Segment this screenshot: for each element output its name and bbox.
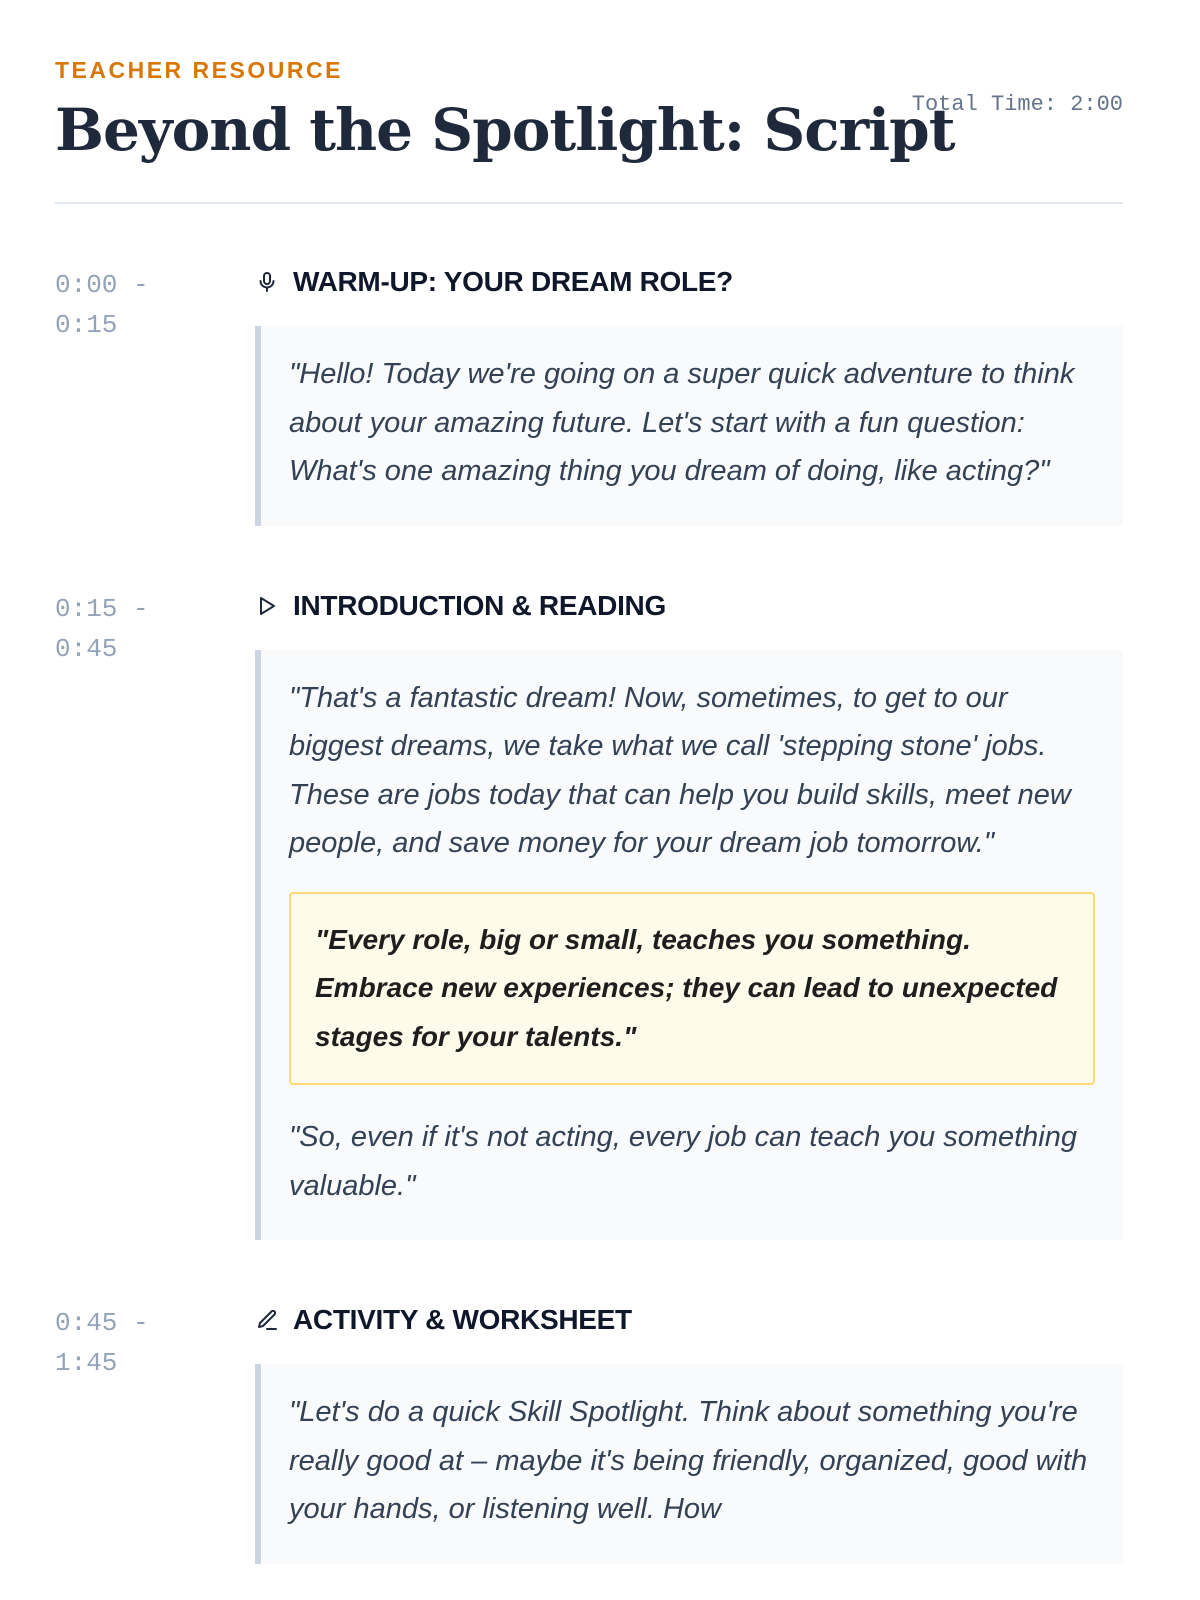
script-text-after: "So, even if it's not acting, every job can teach you something valuable."	[289, 1121, 1077, 1202]
section-content	[255, 1300, 1123, 1564]
time-end: 1:45	[55, 1348, 118, 1378]
script-text: "That's a fantastic dream! Now, sometimes, to get to our biggest dreams, we take what we call 'stepping stone' jobs. These are jobs today that can help you build skills, meet new people, and save money for your dream job tomorrow."	[289, 681, 1071, 859]
section-warm-up	[55, 262, 1123, 526]
play-icon	[255, 594, 279, 618]
script-box	[255, 326, 1123, 526]
section-activity	[55, 1300, 1123, 1564]
section-content	[255, 586, 1123, 1241]
time-range	[55, 586, 255, 1241]
time-start: 0:15 -	[55, 593, 149, 624]
time-end: 0:15	[55, 310, 118, 340]
time-range	[55, 1300, 255, 1564]
time-start: 0:45 -	[55, 1308, 149, 1338]
section-title: INTRODUCTION & READING	[293, 589, 666, 621]
time-start: 0:00 -	[55, 270, 149, 300]
script-box	[255, 1364, 1123, 1564]
page-header	[55, 0, 1123, 204]
resource-label: TEACHER RESOURCE	[55, 57, 343, 83]
section-introduction	[55, 586, 1123, 1241]
time-range	[55, 262, 255, 526]
quote-text: "Every role, big or small, teaches you something. Embrace new experiences; they can lead to unexpected stages for your talents."	[315, 923, 1058, 1052]
section-heading	[255, 262, 1123, 302]
section-content	[255, 262, 1123, 526]
total-time: Total Time: 2:00	[911, 92, 1123, 117]
quote-callout	[289, 892, 1095, 1086]
script-box	[255, 650, 1123, 1241]
section-title: WARM-UP: YOUR DREAM ROLE?	[293, 266, 733, 297]
microphone-icon	[255, 270, 279, 294]
page-title: Beyond the Spotlight: Script	[55, 96, 955, 164]
script-text: "Hello! Today we're going on a super quick adventure to think about your amazing future. Let's start with a fun question: What's one amazing thing you dream of doing, like acting?"	[289, 358, 1075, 487]
time-end: 0:45	[55, 633, 118, 664]
section-heading	[255, 1300, 1123, 1340]
script-text: "Let's do a quick Skill Spotlight. Think about something you're really good at – maybe it's being friendly, organized, good with your hands, or listening well. How	[289, 1396, 1088, 1525]
section-heading	[255, 586, 1123, 626]
section-title: ACTIVITY & WORKSHEET	[293, 1304, 632, 1335]
pencil-icon	[255, 1308, 279, 1332]
